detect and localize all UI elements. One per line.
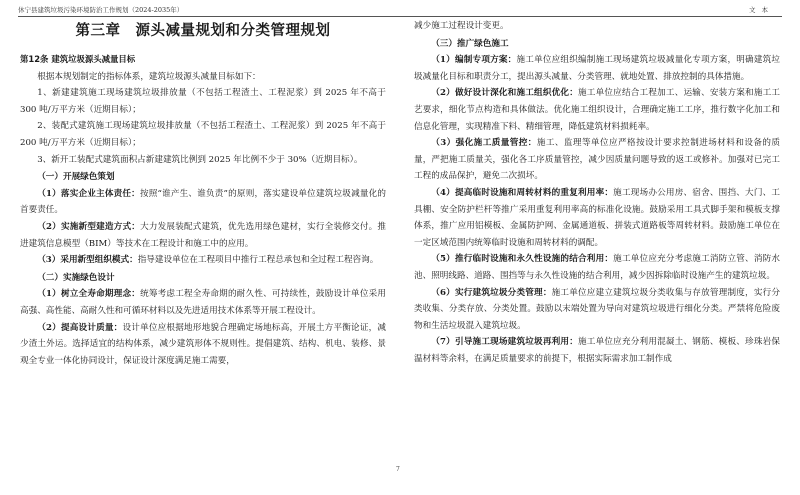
section-heading-green-design: （二）实施绿色设计 (37, 272, 115, 283)
paragraph-text: 施工单位应充分考虑施工消防立管、消防水池、照明线路、道路、围挡等与永久性设施的结合利用，减少因拆除临时设施产生的建筑垃圾。 (414, 254, 780, 281)
paragraph (414, 185, 780, 251)
paragraph-lead: （2）提高设计质量： (37, 322, 123, 333)
paragraph-lead: （5）推行临时设施和永久性设施的结合利用： (431, 254, 614, 265)
paragraph-lead: （3）采用新型组织模式： (37, 255, 138, 266)
paragraph-text: 施工单位应组织编制施工现场建筑垃圾减量化专项方案，明确建筑垃圾减量化目标和职责分工，提出源头减量、分类管理、就地处置、排放控制的具体措施。 (414, 55, 780, 82)
paragraph (20, 252, 386, 269)
paragraph-text: 设计单位应根据地形地貌合理确定场地标高，开展土方平衡论证，减少渣土外运。选择适宜的结构体系，减少建筑形体不规则性。提倡建筑、结构、机电、装修、景观全专业一体化协同设计，保证设计深度满足施工需要， (20, 322, 386, 366)
paragraph-text: 施工、监理等单位应严格按设计要求控制进场材料和设备的质量，严把施工质量关，强化各工序质量管控，减少因质量问题导致的返工或修补。加强对已完工工程的成品保护，避免二次损坏。 (414, 138, 780, 182)
paragraph-lead: （1）编制专项方案： (431, 55, 517, 66)
paragraph-text: 施工单位应充分利用混凝土、钢筋、模板、珍珠岩保温材料等余料，在满足质量要求的前提下，根据实际需求加工制作成 (414, 337, 780, 364)
paragraph-text: 统筹考虑工程全寿命期的耐久性、可持续性，鼓励设计单位采用高强、高性能、高耐久性和可循环材料以及先进适用技术体系等开展工程设计。 (20, 289, 386, 316)
paragraph-lead: （3）强化施工质量管控： (431, 138, 537, 149)
paragraph-text: 大力发展装配式建筑，优先选用绿色建材，实行全装修交付。推进建筑信息模型（BIM）等技术在工程设计和施工中的应用。 (20, 221, 386, 249)
target-item-2: 2、装配式建筑施工现场建筑垃圾排放量（不包括工程渣土、工程泥浆）到 2025 年不高于 200 吨/万平方米（近期目标）； (20, 121, 386, 148)
paragraph (414, 52, 780, 85)
paragraph (414, 85, 780, 135)
section-heading-green-construction: （三）推广绿色施工 (431, 38, 509, 49)
running-header (18, 4, 782, 17)
paragraph-text: 施工现场办公用房、宿舍、围挡、大门、工具棚、安全防护栏杆等推广采用重复利用率高的标准化设施。鼓励采用工具式脚手架和模板支撑体系，推广应用铝模板、金属防护网、金属通道板、拼装式道路板等周转材料。鼓励施工单位在一定区域范围内统筹临时设施和周转材料的调配。 (414, 187, 780, 248)
paragraph-lead: （2）做好设计深化和施工组织优化： (431, 88, 579, 99)
paragraph-lead: （1）树立全寿命期理念： (37, 289, 141, 300)
paragraph (414, 251, 780, 284)
paragraph-text: 按照“谁产生、谁负责”的原则，落实建设单位建筑垃圾减量化的首要责任。 (20, 188, 386, 216)
paragraph (20, 286, 386, 319)
chapter-title: 第三章 源头减量规划和分类管理规划 (75, 23, 331, 39)
paragraph (20, 219, 386, 252)
target-item-3: 3、新开工装配式建筑面积占新建建筑比例到 2025 年比例不少于 30%（近期目标）。 (37, 154, 363, 165)
paragraph-text: 施工单位应建立建筑垃圾分类收集与存放管理制度，实行分类收集、分类存放、分类处置。鼓励以末端处置为导向对建筑垃圾进行细化分类。严禁将危险废物和生活垃圾混入建筑垃圾。 (414, 287, 780, 331)
section-heading-green-planning: （一）开展绿色策划 (37, 172, 115, 183)
right-column (414, 18, 780, 488)
paragraph-lead: （4）提高临时设施和周转材料的重复利用率： (431, 187, 614, 198)
paragraph-lead: （7）引导施工现场建筑垃圾再利用： (431, 337, 579, 348)
paragraph (414, 135, 780, 185)
header-document-title: 休宁县建筑垃圾污染环境防治工作规划（2024-2035年） (18, 6, 184, 14)
paragraph-lead: （1）落实企业主体责任： (37, 188, 140, 199)
paragraph (20, 320, 386, 370)
article-title: 第12条 建筑垃圾源头减量目标 (20, 54, 136, 64)
paragraph-text: 施工单位应结合工程加工、运输、安装方案和施工工艺要求，细化节点构造和具体做法。优化施工组织设计，合理确定施工工序，推行数字化加工和信息化管理，实现精准下料、精细管理，降低建筑材料损耗率。 (414, 88, 780, 132)
continuation-text: 减少施工过程设计变更。 (414, 21, 509, 31)
paragraph (414, 334, 780, 367)
intro-paragraph: 根据本规划制定的指标体系，建筑垃圾源头减量目标如下： (37, 71, 261, 82)
paragraph (414, 285, 780, 335)
page-number: 7 (396, 466, 400, 473)
paragraph (20, 186, 386, 219)
paragraph-lead: （2）实施新型建造方式： (37, 221, 141, 232)
target-item-1: 1、新建建筑施工现场建筑垃圾排放量（不包括工程渣土、工程泥浆）到 2025 年不高于 300 吨/万平方米（近期目标）； (20, 88, 386, 115)
header-section-label: 文本 (749, 6, 774, 14)
paragraph-lead: （6）实行建筑垃圾分类管理： (431, 287, 552, 298)
paragraph-text: 指导建设单位在工程项目中推行工程总承包和全过程工程咨询。 (137, 255, 379, 266)
left-column (20, 18, 386, 488)
